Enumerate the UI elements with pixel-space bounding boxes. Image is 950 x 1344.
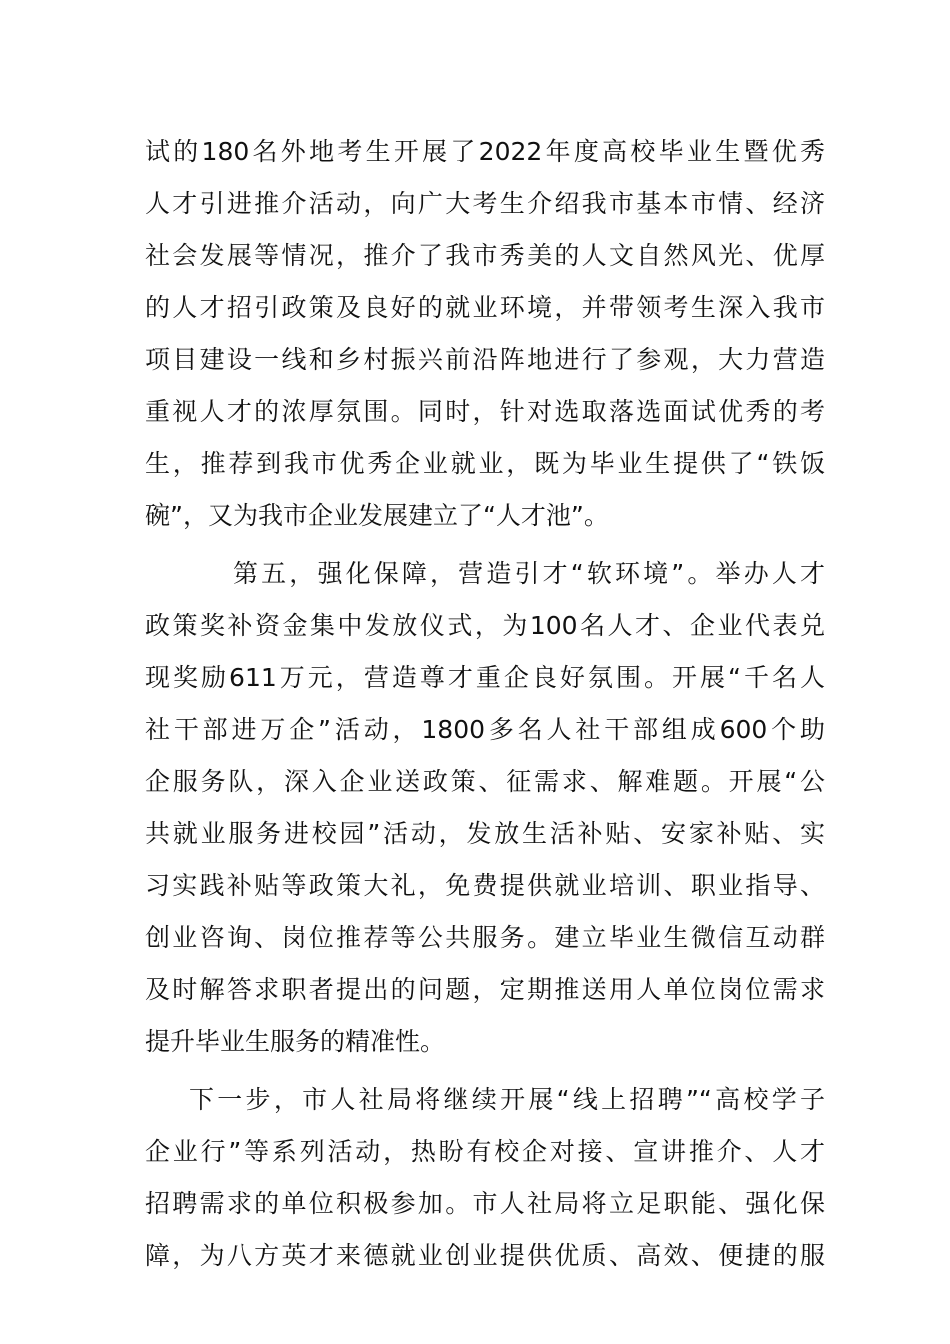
text-line: 重视人才的浓厚氛围。同时，针对选取落选面试优秀的考: [145, 397, 825, 426]
text-line: 社干部进万企”活动，1800多名人社干部组成600个助: [145, 715, 825, 744]
text-line: 第五，强化保障，营造引才“软环境”。举办人才: [233, 559, 825, 588]
text-line: 障，为八方英才来德就业创业提供优质、高效、便捷的服: [145, 1241, 825, 1270]
text-line: 项目建设一线和乡村振兴前沿阵地进行了参观，大力营造: [145, 345, 825, 374]
text-line: 招聘需求的单位积极参加。市人社局将立足职能、强化保: [145, 1189, 825, 1218]
text-line: 企服务队，深入企业送政策、征需求、解难题。开展“公: [145, 767, 825, 796]
paragraph-next-steps: [145, 1074, 825, 1282]
text-line: 碗”，又为我市企业发展建立了“人才池”。: [145, 501, 609, 530]
text-line: 提升毕业生服务的精准性。: [145, 1027, 446, 1056]
text-line: 创业咨询、岗位推荐等公共服务。建立毕业生微信互动群: [145, 923, 825, 952]
paragraph-fifth-guarantee: [145, 548, 825, 1068]
text-line: 及时解答求职者提出的问题，定期推送用人单位岗位需求: [145, 975, 825, 1004]
text-line: 习实践补贴等政策大礼，免费提供就业培训、职业指导、: [145, 871, 825, 900]
text-line: 企业行”等系列活动，热盼有校企对接、宣讲推介、人才: [145, 1137, 825, 1166]
text-line: 共就业服务进校园”活动，发放生活补贴、安家补贴、实: [145, 819, 825, 848]
text-line: 人才引进推介活动，向广大考生介绍我市基本市情、经济: [145, 189, 825, 218]
text-line: 下一步，市人社局将继续开展“线上招聘”“高校学子: [189, 1085, 825, 1114]
document-body: [145, 126, 825, 1282]
text-line: 政策奖补资金集中发放仪式，为100名人才、企业代表兑: [145, 611, 825, 640]
text-line: 生，推荐到我市优秀企业就业，既为毕业生提供了“铁饭: [145, 449, 825, 478]
text-line: 的人才招引政策及良好的就业环境，并带领考生深入我市: [145, 293, 825, 322]
text-line: 社会发展等情况，推介了我市秀美的人文自然风光、优厚: [145, 241, 825, 270]
text-line: 现奖励611万元，营造尊才重企良好氛围。开展“千名人: [145, 663, 825, 692]
text-line: 试的180名外地考生开展了2022年度高校毕业生暨优秀: [145, 137, 825, 166]
paragraph-talent-promotion: [145, 126, 825, 542]
